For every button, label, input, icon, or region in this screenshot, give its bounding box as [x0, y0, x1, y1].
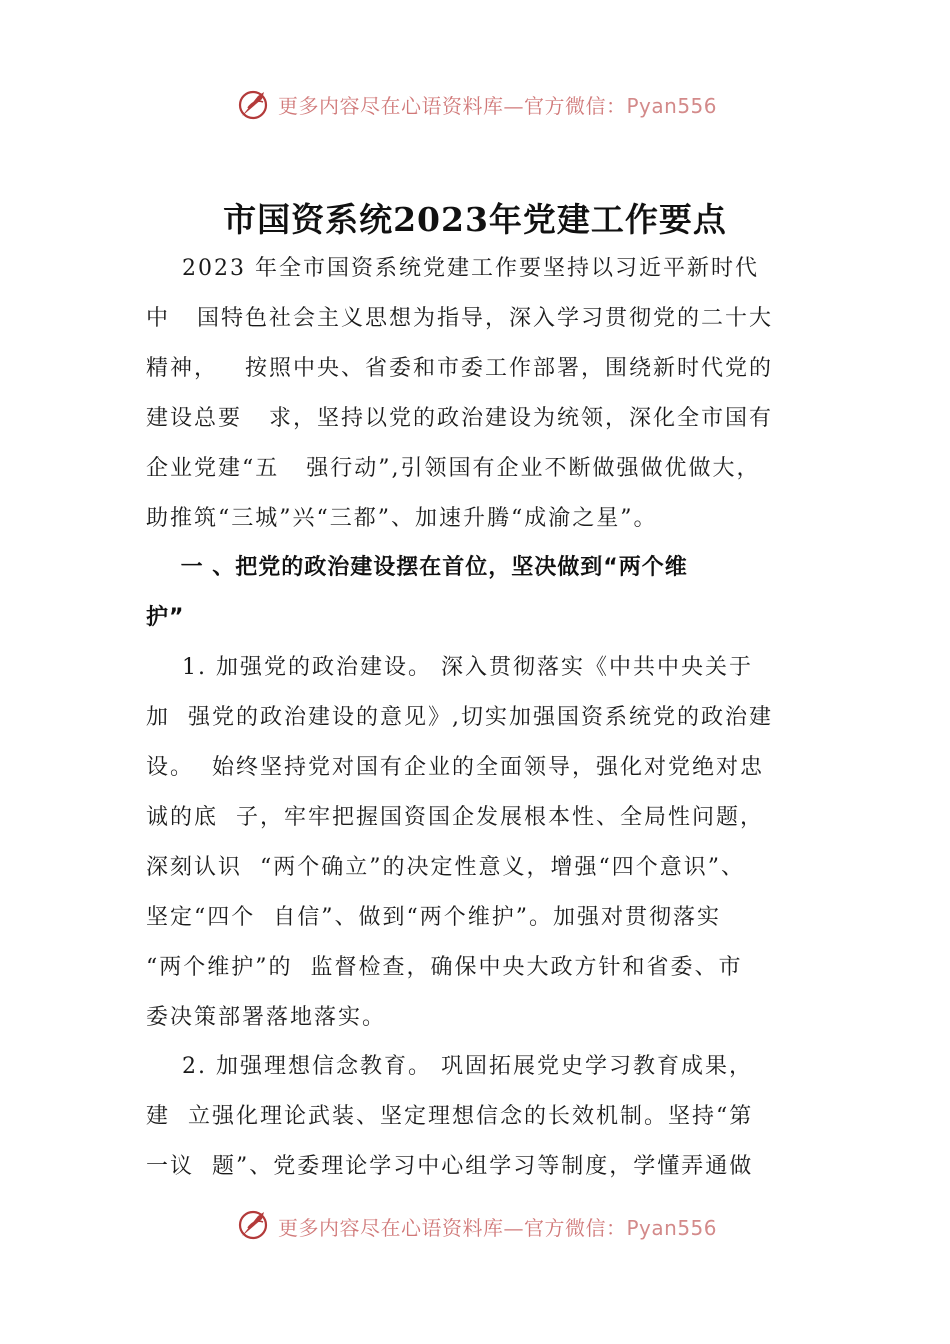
- intro-line: 助推筑“三城”兴“三都”、加速升腾“成渝之星”。: [146, 506, 658, 531]
- section-heading-line: 一 、把党的政治建设摆在首位，坚决做到“两个维: [146, 555, 688, 580]
- pen-logo-icon: [236, 1206, 272, 1242]
- document-title: 市国资系统2023年党建工作要点: [223, 200, 727, 239]
- item-1-line: 设。 始终坚持党对国有企业的全面领导，强化对党绝对忠: [146, 755, 764, 780]
- footer-watermark: [236, 1206, 717, 1242]
- watermark-text: 更多内容尽在心语资料库—官方微信：Pyan556: [278, 1215, 718, 1240]
- intro-line: 建设总要 求，坚持以党的政治建设为统领，深化全市国有: [146, 406, 773, 431]
- item-2-line: 一议 题”、党委理论学习中心组学习等制度，学懂弄通做: [146, 1154, 754, 1179]
- section-heading-line: 护”: [146, 605, 185, 630]
- item-2-line: 2. 加强理想信念教育。 巩固拓展党史学习教育成果，: [146, 1054, 753, 1079]
- watermark-wechat-id: Pyan556: [626, 93, 718, 118]
- item-1-line: 坚定“四个 自信”、做到“两个维护”。加强对贯彻落实: [146, 905, 721, 930]
- header-watermark: [236, 84, 717, 124]
- item-1-line: 委决策部署落地落实。: [146, 1005, 387, 1030]
- item-1-line: “两个维护”的 监督检查，确保中央大政方针和省委、市: [146, 955, 743, 980]
- intro-line: 2023 年全市国资系统党建工作要坚持以习近平新时代: [146, 256, 759, 281]
- item-1-line: 加 强党的政治建设的意见》,切实加强国资系统党的政治建: [146, 705, 773, 730]
- intro-line: 企业党建“五 强行动”,引领国有企业不断做强做优做大，: [146, 456, 761, 481]
- item-2-line: 建 立强化理论武装、坚定理想信念的长效机制。坚持“第: [146, 1104, 754, 1129]
- intro-line: 精神， 按照中央、省委和市委工作部署，围绕新时代党的: [146, 356, 773, 381]
- pen-logo-icon: [236, 86, 272, 122]
- item-1-line: 1. 加强党的政治建设。 深入贯彻落实《中共中央关于: [146, 655, 753, 680]
- item-1-line: 诚的底 子，牢牢把握国资国企发展根本性、全局性问题，: [146, 805, 764, 830]
- watermark-wechat-id: Pyan556: [626, 1215, 718, 1240]
- watermark-text: 更多内容尽在心语资料库—官方微信：Pyan556: [278, 93, 718, 118]
- intro-line: 中 国特色社会主义思想为指导，深入学习贯彻党的二十大: [146, 306, 773, 331]
- item-1-line: 深刻认识 “两个确立”的决定性意义，增强“四个意识”、: [146, 855, 745, 880]
